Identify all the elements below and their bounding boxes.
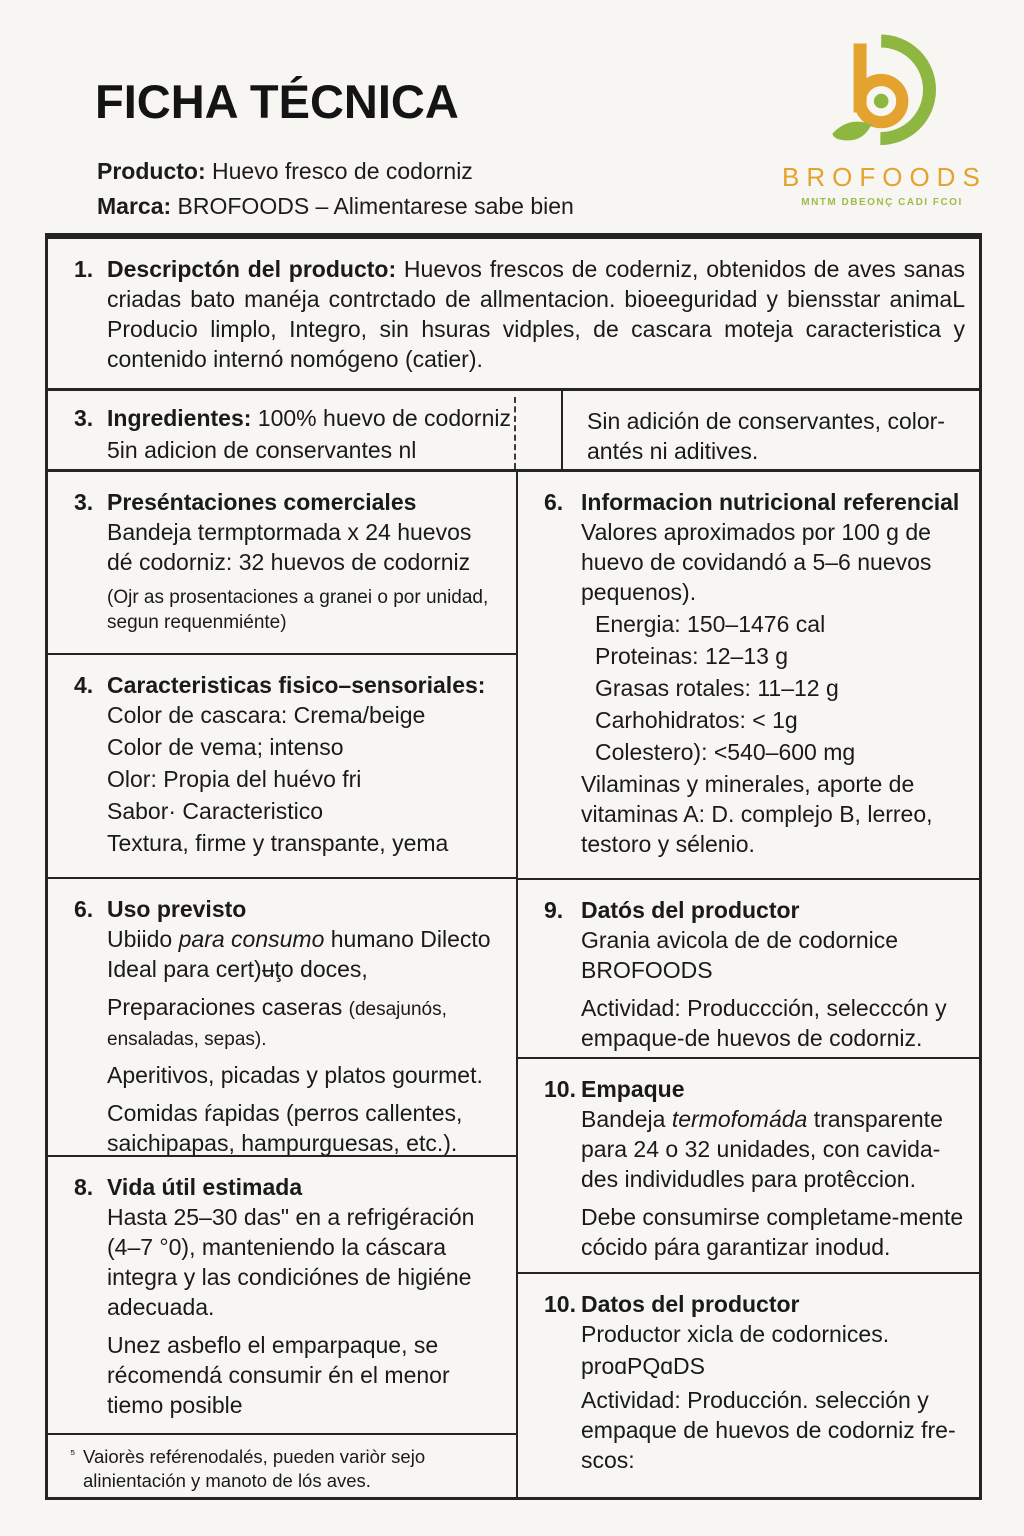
section-descripcion (48, 239, 979, 391)
section-empaque (518, 1059, 979, 1274)
product-value: Huevo fresco de codorniz (205, 158, 473, 184)
nutricional-intro: Valores aproximados por 100 g de huevo de covidandó a 5–6 nuevos pequenos). (581, 519, 932, 605)
section-number: 9. (544, 897, 564, 923)
section-number: 10. (544, 1291, 576, 1317)
product-label: Producto: (97, 158, 206, 184)
section-number: 8. (74, 1174, 94, 1200)
uso-p3: Aperitivos, picadas y platos gourmet. (107, 1062, 483, 1088)
uso-p2: Preparaciones caseras (desajunós, ensaladas, sepas). (107, 994, 447, 1050)
section-number: 3. (74, 405, 94, 431)
nutriente: Colestero): <540–600 mg (595, 739, 856, 765)
ingredientes-line1: Ingredientes: 100% huevo de codorniz (107, 405, 511, 431)
brand-line (97, 193, 574, 220)
logo-brand-text: BROFOODS (782, 162, 987, 192)
empaque-p1: Bandeja termofomáda transparente para 24 o 32 unidades, con cavida-des individudles para protêccion. (581, 1106, 943, 1192)
productor9-p1: Grania avicola de de codornice BROFOODS (581, 927, 899, 983)
vida-p1: Hasta 25–30 das" en a refrigéración (4–7 °0), manteniendo la cáscara integra y las condiciónes de higiéne adecuada. (107, 1204, 475, 1320)
section-datos-productor-10 (518, 1274, 979, 1497)
caracteristica-line: Color de vema; intenso (107, 734, 344, 760)
presentaciones-p1: Bandeja termptormada x 24 huevos dé codorniz: 32 huevos de codorniz (107, 519, 472, 575)
section-datos-productor-9 (518, 880, 979, 1059)
dashed-divider (514, 397, 516, 469)
empaque-title: Empaque (581, 1076, 685, 1102)
nutriente: Energia: 150–1476 cal (595, 611, 826, 637)
nutricional-outro: Vilaminas y minerales, aporte de vitaminas A: D. complejo B, lerreo, testoro y sélenio. (581, 771, 933, 857)
caracteristica-line: Olor: Propia del huévo fri (107, 766, 362, 792)
nutricional-title: Informacion nutricional referencial (581, 489, 960, 515)
ingredientes-left-cell (48, 391, 563, 469)
nutriente: Carhohidratos: < 1g (595, 707, 798, 733)
uso-title: Uso previsto (107, 896, 247, 922)
productor9-title: Datós del productor (581, 897, 800, 923)
brand-value: BROFOODS – Alimentarese sabe bien (171, 193, 574, 219)
ingredientes-right-cell (563, 391, 979, 469)
section-uso-previsto (48, 879, 516, 1157)
uso-p4: Comidas ŕapidas (perros callentes, saichipapas, hampurguesas, etc.). (107, 1100, 463, 1156)
ingredientes-note: Sin adición de conservantes, color-antés ni aditives. (587, 408, 945, 464)
empaque-p2: Debe consumirse completame-mente cócido pára garantizar inodud. (581, 1204, 964, 1260)
vida-p2: Unez asbeflo el emparpaque, se récomendá consumir én el menor tiemo posible (107, 1332, 450, 1418)
section-ingredientes (48, 391, 979, 472)
product-line (97, 158, 473, 185)
vida-title: Vida útil estimada (107, 1174, 303, 1200)
caracteristicas-title: Caracteristicas fisico–sensoriales: (107, 672, 486, 698)
section-number: 4. (74, 672, 94, 698)
uso-p1: Ubiido para consumo humano Dilecto Ideal para cert)ʉţo doces, (107, 926, 491, 982)
brofoods-logo (782, 26, 987, 208)
page-title: FICHA TÉCNICA (95, 75, 459, 128)
footnote-marker: ⁵ (70, 1446, 76, 1461)
productor10-p1: Productor xicla de codornices. (581, 1321, 890, 1347)
ingredientes-line2: 5in adicion de conservantes nl (107, 437, 417, 463)
productor10-p2: proɑPQɑDS (581, 1353, 706, 1379)
logo-tagline-text: MNTM DBEONÇ CADI FCOI (801, 197, 963, 208)
brofoods-b-leaf-icon (813, 26, 951, 160)
section-number: 6. (74, 896, 94, 922)
descripcion-text: Descripctón del producto: Huevos frescos de coderniz, obtenidos de aves sanas criadas bato manéja contrctado de allmentacion. bioeeguridad y biensstar animaL Producio limplo, Integro, sin hsuras vidples, de cascara moteja caracteristica y contenido internó nomógeno (catier). (107, 256, 965, 372)
nutriente: Proteinas: 12–13 g (595, 643, 789, 669)
footnote-cell (48, 1435, 516, 1497)
footnote-text: Vaiorès reférenodalés, pueden variòr sejo alinientación y manoto de lós aves. (83, 1446, 426, 1491)
caracteristica-line: Sabor· Caracteristico (107, 798, 324, 824)
presentaciones-p2: (Ojr as prosentaciones a granei o por unidad, segun requenmiénte) (107, 587, 489, 633)
spec-table (45, 233, 982, 1500)
section-vida-util (48, 1157, 516, 1435)
right-column (518, 472, 979, 1497)
productor10-title: Datos del productor (581, 1291, 800, 1317)
left-column (48, 472, 518, 1497)
section-number: 1. (74, 256, 94, 282)
presentaciones-title: Preséntaciones comerciales (107, 489, 417, 515)
productor10-p3: Actividad: Producción. selección y empaque de huevos de codorniz fre-scos: (581, 1387, 956, 1473)
section-presentaciones (48, 472, 516, 655)
nutriente: Grasas rotales: 11–12 g (595, 675, 839, 701)
section-number: 6. (544, 489, 564, 515)
section-nutricional (518, 472, 979, 880)
productor9-p2: Actividad: Produccción, selecccón y empaque-de huevos de codorniz. (581, 995, 947, 1051)
section-number: 3. (74, 489, 94, 515)
caracteristica-line: Textura, firme y transpante, yema (107, 830, 449, 856)
section-number: 10. (544, 1076, 576, 1102)
section-caracteristicas (48, 655, 516, 879)
caracteristica-line: Color de cascara: Crema/beige (107, 702, 426, 728)
brand-label: Marca: (97, 193, 172, 219)
